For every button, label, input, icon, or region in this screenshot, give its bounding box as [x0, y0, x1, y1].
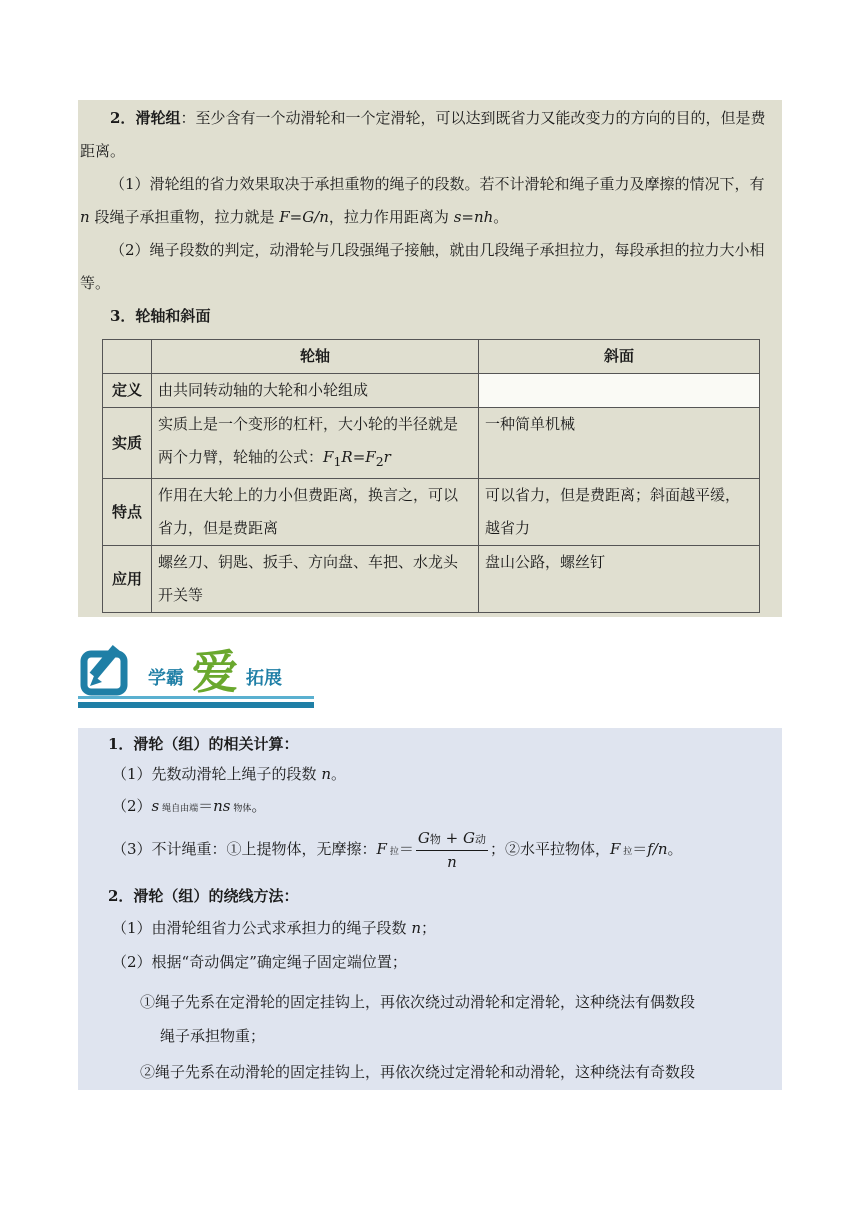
formula-subscript: 2 [375, 454, 384, 469]
banner-underline [78, 702, 314, 708]
section1 [78, 100, 782, 617]
table-header-blank [103, 340, 152, 374]
paragraph-force-effect [80, 168, 778, 234]
paragraph-rope-count: （2）绳子段数的判定，动滑轮与几段强绳子接触，就由几段绳子承担拉力，每段承担的拉力大小相等。 [80, 241, 765, 292]
formula-equals: = [352, 448, 366, 466]
text-fragment: ； [421, 919, 437, 937]
formula-subscript: 物体 [230, 804, 252, 814]
cell-incline-definition [479, 374, 760, 408]
table-row [103, 374, 760, 408]
paragraph-text: ：至少含有一个动滑轮和一个定滑轮，可以达到既省力又能改变力的方向的目的，但是费距离。 [80, 109, 766, 160]
heading-pulley-calculation: 1．滑轮（组）的相关计算： [108, 735, 299, 753]
fraction [416, 828, 488, 873]
text-fragment: ；②水平拉物体， [489, 840, 610, 858]
formula-symbol: F [323, 448, 334, 466]
heading-wheel-axle-incline: 3．轮轴和斜面 [110, 307, 211, 325]
text-fragment: （1）先数动滑轮上绳子的段数 [112, 765, 322, 783]
text-fragment: 实质上是一个变形的杠杆，大小轮的半径就是两个力臂，轮轴的公式： [158, 415, 459, 466]
banner-graphic [78, 636, 318, 714]
text-fragment: 。 [331, 765, 347, 783]
formula-subscript: 动 [474, 832, 486, 846]
item-number: 2． [110, 109, 136, 127]
row-label-feature: 特点 [103, 479, 152, 546]
term-pulley-block: 滑轮组 [135, 109, 181, 127]
formula-symbol: R [341, 448, 353, 466]
line-fixed-pulley-first-cont: 绳子承担物重； [160, 1027, 266, 1045]
formula-subscript: 1 [333, 454, 342, 469]
formula-distance: s=nh [453, 208, 494, 226]
table-row [103, 479, 760, 546]
cell-wheel-axle-definition: 由共同转动轴的大轮和小轮组成 [152, 374, 479, 408]
text-fragment: （3）不计绳重：①上提物体，无摩擦： [112, 840, 377, 858]
table-row [103, 408, 760, 479]
line-odd-even-rule: （2）根据“奇动偶定”确定绳子固定端位置； [112, 953, 407, 971]
formula-equals: ＝ [198, 797, 214, 815]
pulley-block-notes [78, 100, 782, 617]
formula-subscript: 拉 [620, 847, 633, 857]
cell-incline-feature: 可以省力，但是费距离；斜面越平缓，越省力 [479, 479, 760, 546]
fraction-denominator: n [447, 852, 457, 871]
formula-symbol: F [609, 840, 621, 858]
formula-subscript: 绳自由端 [159, 804, 199, 814]
formula-symbol: s [151, 797, 160, 815]
table-header-wheel-axle: 轮轴 [152, 340, 479, 374]
formula-symbol: G [417, 828, 430, 847]
table-header-row [103, 340, 760, 374]
row-label-essence: 实质 [103, 408, 152, 479]
formula-force: F=G/n [279, 208, 329, 226]
edit-note-icon [84, 645, 124, 692]
formula-symbol: F [365, 448, 376, 466]
line-fixed-pulley-first: ①绳子先系在定滑轮的固定挂钩上，再依次绕过动滑轮和定滑轮，这种绕法有偶数段 [140, 993, 696, 1011]
variable-n: n [80, 208, 90, 226]
paragraph-pulley-block [80, 102, 778, 168]
line-find-n [112, 912, 436, 944]
cell-incline-essence: 一种简单机械 [479, 408, 760, 479]
cell-incline-application: 盘山公路，螺丝钉 [479, 546, 760, 613]
formula-symbol: ns [213, 797, 231, 815]
text-fragment: 。 [493, 208, 509, 226]
variable-n: n [411, 919, 421, 937]
heading-winding-method: 2．滑轮（组）的绕线方法： [108, 887, 299, 905]
banner-text-left: 学霸 [148, 668, 184, 689]
formula-symbol: G [462, 828, 475, 847]
formula-plus: + [440, 828, 463, 847]
line-count-segments [112, 758, 346, 790]
formula-subscript: 拉 [386, 847, 399, 857]
text-fragment: （1）滑轮组的省力效果取决于承担重物的绳子的段数。若不计滑轮和绳子重力及摩擦的情况下，有 [110, 175, 765, 193]
text-fragment: （2） [112, 797, 152, 815]
formula-equals: ＝ [632, 840, 648, 858]
cell-wheel-axle-application: 螺丝刀、钥匙、扳手、方向盘、车把、水龙头开关等 [152, 546, 479, 613]
formula-subscript: 物 [429, 832, 441, 846]
cell-wheel-axle-essence [152, 408, 479, 479]
line-distance-formula [112, 790, 266, 825]
formula-symbol: f/n [647, 840, 668, 858]
line-force-formula [112, 826, 683, 875]
text-fragment: ，拉力作用距离为 [328, 208, 454, 226]
text-fragment: 。 [251, 797, 267, 815]
banner-text-mid: 爱 [192, 645, 238, 699]
text-fragment: 。 [667, 840, 683, 858]
extension-box [78, 728, 782, 1090]
table-header-incline: 斜面 [479, 340, 760, 374]
fraction-numerator [416, 828, 488, 851]
table-row [103, 546, 760, 613]
banner-text-right: 拓展 [246, 668, 282, 689]
text-fragment: 段绳子承担重物，拉力就是 [89, 208, 280, 226]
text-fragment: （1）由滑轮组省力公式求承担力的绳子段数 [112, 919, 412, 937]
row-label-application: 应用 [103, 546, 152, 613]
line-movable-pulley-first: ②绳子先系在动滑轮的固定挂钩上，再依次绕过定滑轮和动滑轮，这种绕法有奇数段 [140, 1063, 696, 1081]
cell-wheel-axle-feature: 作用在大轮上的力小但费距离，换言之，可以省力，但是费距离 [152, 479, 479, 546]
formula-symbol: F [376, 840, 387, 858]
formula-equals: ＝ [398, 840, 414, 858]
section-banner [78, 636, 318, 714]
comparison-table [102, 339, 760, 613]
formula-symbol: r [383, 448, 391, 466]
variable-n: n [321, 765, 331, 783]
row-label-definition: 定义 [103, 374, 152, 408]
